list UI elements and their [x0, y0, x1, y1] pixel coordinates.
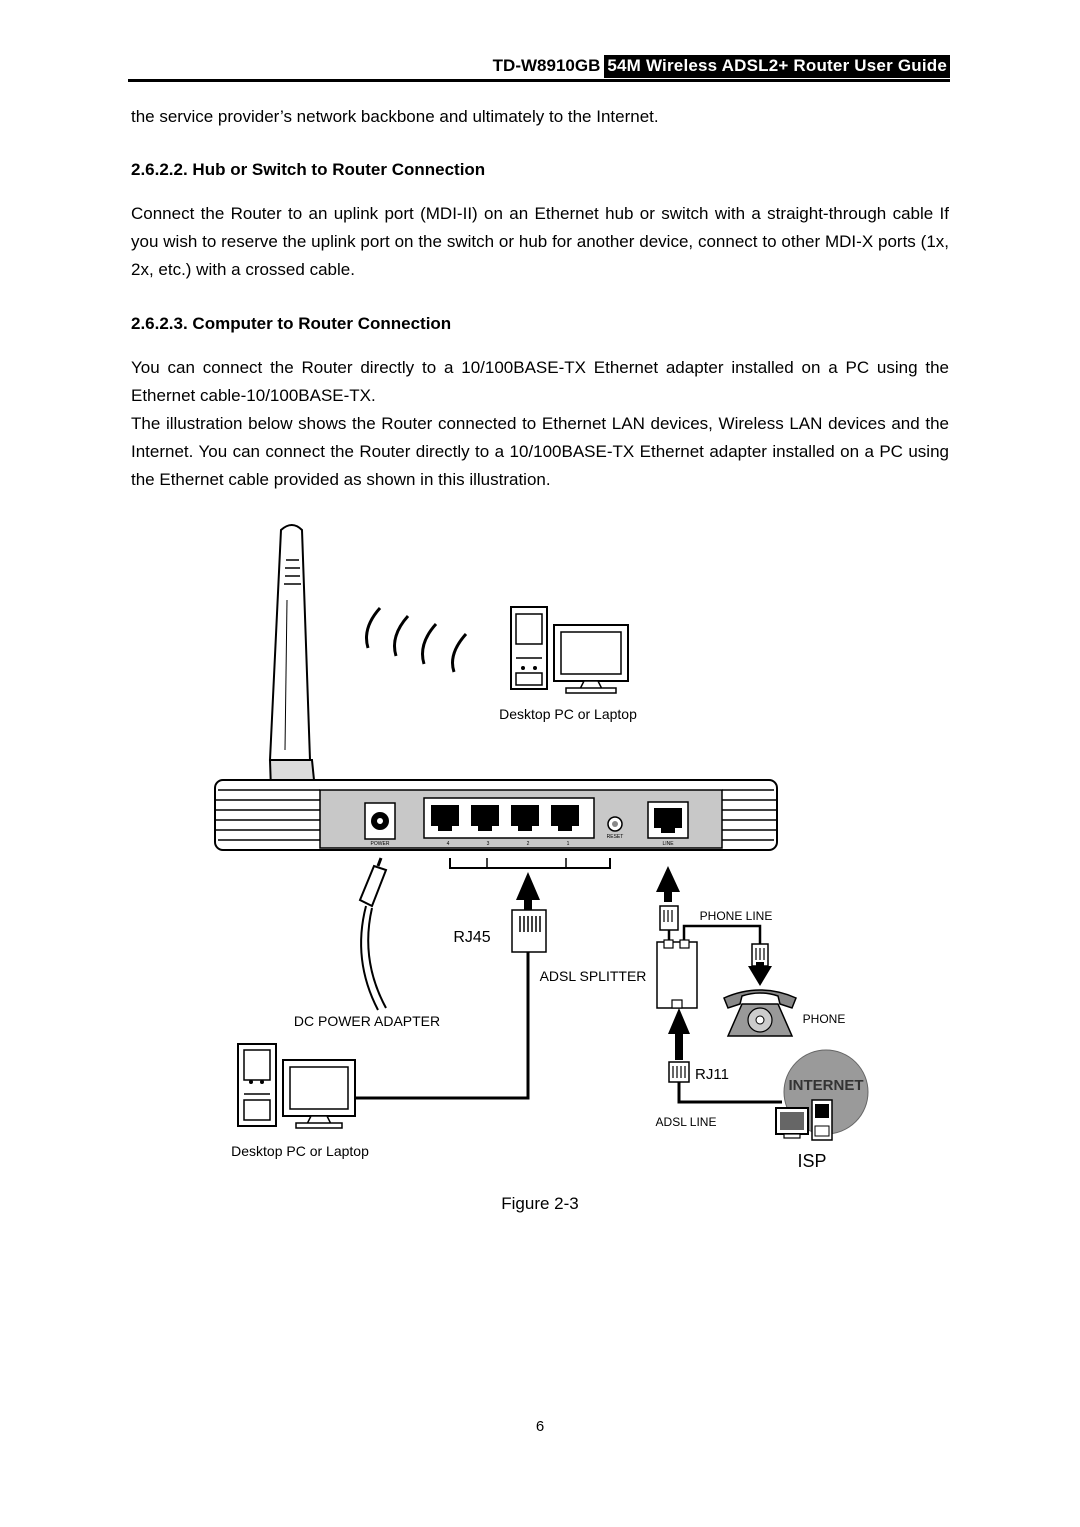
- adsl-splitter-icon: [657, 940, 697, 1008]
- adsl-arrow-icon: [668, 1008, 690, 1060]
- label-adsl-line: ADSL LINE: [655, 1115, 717, 1129]
- section-heading-computer: 2.6.2.3. Computer to Router Connection: [131, 314, 452, 333]
- intro-text: the service provider’s network backbone and ultimately to the Internet.: [131, 107, 659, 126]
- port-label-3: 3: [486, 841, 490, 847]
- router-line-port: [648, 802, 688, 838]
- label-dc-power-adapter: DC POWER ADAPTER: [293, 1013, 441, 1029]
- label-rj11: RJ11: [695, 1066, 729, 1083]
- rj45-connector-icon: [512, 910, 546, 952]
- figure-caption: Figure 2-3: [501, 1194, 579, 1213]
- lan-port-bracket: [450, 858, 610, 868]
- section-body-hub: Connect the Router to an uplink port (MDI-II) on an Ethernet hub or switch with a straight-through cable If you wish to reserve the uplink port on the switch or hub for another device, connect to other MDI-X ports (1x, 2x, etc.) with a crossed cable.: [131, 204, 949, 279]
- dc-power-cable: [360, 858, 386, 1010]
- rj45-arrow-icon: [516, 872, 540, 910]
- wireless-signal-icon: [367, 608, 467, 672]
- router-reset-button: [608, 817, 622, 831]
- line-arrow-icon: [656, 866, 680, 902]
- desktop-pc-bottom-icon: [238, 1044, 355, 1128]
- rj11-connector-top-icon: [660, 906, 678, 930]
- router-power-port: [365, 803, 395, 839]
- port-label-line: LINE: [662, 841, 674, 847]
- label-desktop-top: Desktop PC or Laptop: [499, 706, 637, 722]
- label-isp: ISP: [797, 1151, 827, 1171]
- adsl-line-cable: [679, 1082, 782, 1102]
- label-internet: INTERNET: [788, 1077, 864, 1094]
- header-model: TD-W8910GB: [492, 56, 601, 75]
- port-label-4: 4: [446, 841, 450, 847]
- rj11-connector-bottom-icon: [669, 1062, 689, 1082]
- port-label-power: POWER: [370, 841, 390, 847]
- label-phone: PHONE: [802, 1012, 846, 1026]
- port-label-2: 2: [526, 841, 530, 847]
- label-desktop-bottom: Desktop PC or Laptop: [231, 1143, 369, 1159]
- label-rj45: RJ45: [453, 929, 491, 946]
- label-phone-line: PHONE LINE: [699, 909, 773, 923]
- desktop-pc-top-icon: [511, 607, 628, 693]
- port-label-1: 1: [566, 841, 570, 847]
- header-guide-title: 54M Wireless ADSL2+ Router User Guide: [604, 55, 950, 78]
- port-label-reset: RESET: [606, 834, 624, 840]
- router-lan-ports: [424, 798, 594, 838]
- page-number: 6: [535, 1418, 545, 1435]
- section-heading-hub: 2.6.2.2. Hub or Switch to Router Connection: [131, 160, 486, 179]
- section-body-computer-2: The illustration below shows the Router connected to Ethernet LAN devices, Wireless LAN devices and the Internet. You can connect the Router directly to a 10/100BASE-TX Ethernet adapter installed on a PC using the Ethernet cable provided as shown in this illustration.: [131, 414, 949, 489]
- telephone-icon: [724, 990, 796, 1036]
- label-adsl-splitter: ADSL SPLITTER: [539, 968, 647, 984]
- section-body-computer-1: You can connect the Router directly to a 10/100BASE-TX Ethernet adapter installed on a PC using the Ethernet cable-10/100BASE-TX.: [131, 358, 949, 405]
